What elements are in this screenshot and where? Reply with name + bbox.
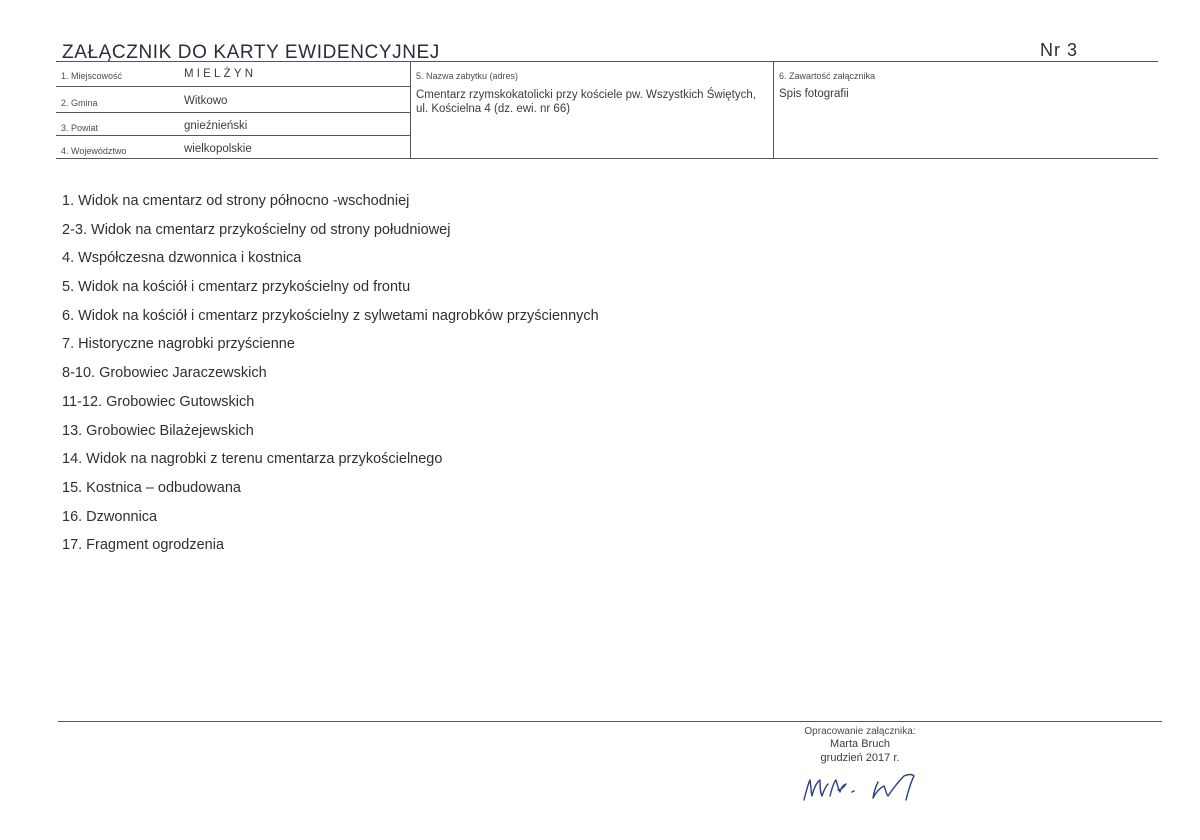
field-label-gmina: 2. Gmina xyxy=(61,98,98,108)
list-item: 5. Widok na kościół i cmentarz przykościelny od frontu xyxy=(62,279,411,296)
list-item: 4. Współczesna dzwonnica i kostnica xyxy=(62,250,302,267)
divider-row-2 xyxy=(56,112,410,113)
field-label-miejscowosc: 1. Miejscowość xyxy=(61,71,123,81)
list-item: 2-3. Widok na cmentarz przykościelny od strony południowej xyxy=(62,221,451,238)
photo-list xyxy=(62,191,599,564)
field-label-wojewodztwo: 4. Województwo xyxy=(61,146,127,156)
list-item: 17. Fragment ogrodzenia xyxy=(62,537,225,554)
list-item: 13. Grobowiec Bilażejewskich xyxy=(62,422,254,439)
list-item: 6. Widok na kościół i cmentarz przykościelny z sylwetami nagrobków przyściennych xyxy=(62,307,599,324)
divider-row-1 xyxy=(56,86,410,87)
author-name: Marta Bruch xyxy=(830,738,890,750)
divider-row-3 xyxy=(56,135,410,136)
handwritten-signature xyxy=(800,770,930,810)
divider-col-2 xyxy=(773,62,774,158)
list-item: 8-10. Grobowiec Jaraczewskich xyxy=(62,365,267,382)
document-title: ZAŁĄCZNIK DO KARTY EWIDENCYJNEJ xyxy=(62,42,440,63)
header-table xyxy=(56,61,1158,159)
list-item: 15. Kostnica – odbudowana xyxy=(62,479,241,496)
field-value-nazwa: Cmentarz rzymskokatolicki przy kościele pw. Wszystkich Świętych, ul. Kościelna 4 (dz. ewi. nr 66) xyxy=(416,89,756,115)
attachment-number: Nr 3 xyxy=(1040,40,1079,60)
field-value-wojewodztwo: wielkopolskie xyxy=(184,143,252,155)
preparation-date: grudzień 2017 r. xyxy=(820,752,900,764)
prepared-by-label: Opracowanie załącznika: xyxy=(804,726,916,737)
field-label-powiat: 3. Powiat xyxy=(61,123,99,133)
preparation-block xyxy=(760,726,960,765)
field-value-zawartosc: Spis fotografii xyxy=(779,88,849,100)
field-value-powiat: gnieźnieński xyxy=(184,120,248,132)
field-label-zawartosc: 6. Zawartość załącznika xyxy=(779,71,876,81)
list-item: 16. Dzwonnica xyxy=(62,508,158,525)
field-value-miejscowosc: MIELŻYN xyxy=(184,68,257,80)
field-label-nazwa: 5. Nazwa zabytku (adres) xyxy=(416,71,519,81)
list-item: 1. Widok na cmentarz od strony północno -wschodniej xyxy=(62,193,410,209)
list-item: 11-12. Grobowiec Gutowskich xyxy=(62,393,255,410)
list-item: 14. Widok na nagrobki z terenu cmentarza przykościelnego xyxy=(62,451,443,468)
field-value-gmina: Witkowo xyxy=(184,95,228,107)
footer-divider xyxy=(58,721,1162,722)
list-item: 7. Historyczne nagrobki przyścienne xyxy=(62,336,295,353)
divider-col-1 xyxy=(410,62,411,158)
